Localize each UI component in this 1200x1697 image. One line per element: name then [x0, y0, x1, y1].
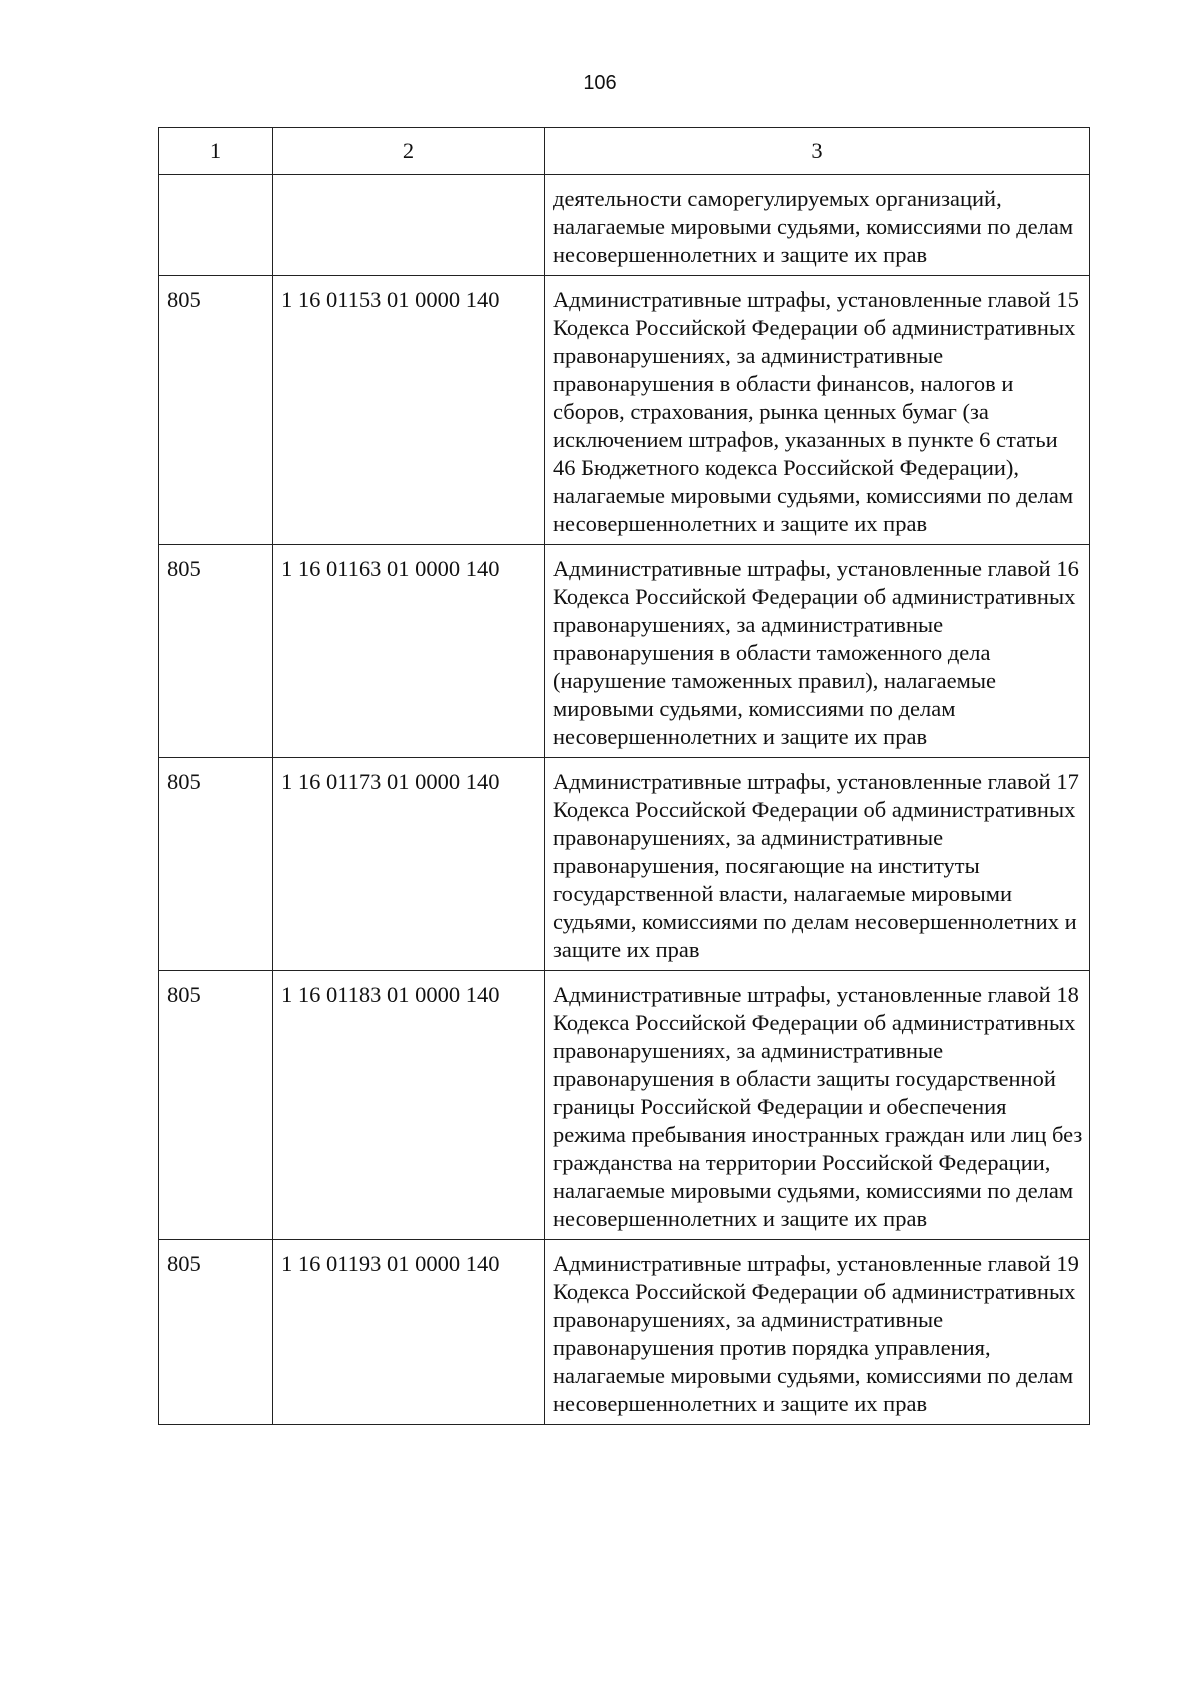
table-row	[159, 758, 1090, 971]
table-row	[159, 971, 1090, 1240]
description-cell: Административные штрафы, установленные главой 15 Кодекса Российской Федерации об административных правонарушениях, за административные правонарушения в области финансов, налогов и сборов, страхования, рынка ценных бумаг (за исключением штрафов, указанных в пункте 6 статьи 46 Бюджетного кодекса Российской Федерации), налагаемые мировыми судьями, комиссиями по делам несовершеннолетних и защите их прав	[545, 276, 1090, 545]
description-cell: Административные штрафы, установленные главой 19 Кодекса Российской Федерации об административных правонарушениях, за административные правонарушения против порядка управления, налагаемые мировыми судьями, комиссиями по делам несовершеннолетних и защите их прав	[545, 1240, 1090, 1425]
budget-code-cell: 1 16 01153 01 0000 140	[273, 276, 545, 545]
admin-code-cell	[159, 175, 273, 276]
column-header-2: 2	[273, 128, 545, 175]
budget-code-cell: 1 16 01183 01 0000 140	[273, 971, 545, 1240]
description-cell: Административные штрафы, установленные главой 17 Кодекса Российской Федерации об административных правонарушениях, за административные правонарушения, посягающие на институты государственной власти, налагаемые мировыми судьями, комиссиями по делам несовершеннолетних и защите их прав	[545, 758, 1090, 971]
budget-code-cell	[273, 175, 545, 276]
page-number: 106	[583, 72, 617, 94]
budget-code-cell: 1 16 01193 01 0000 140	[273, 1240, 545, 1425]
table-row	[159, 175, 1090, 276]
table-row	[159, 545, 1090, 758]
admin-code-cell: 805	[159, 971, 273, 1240]
budget-code-cell: 1 16 01163 01 0000 140	[273, 545, 545, 758]
column-header-3: 3	[545, 128, 1090, 175]
table-row	[159, 276, 1090, 545]
table-row	[159, 1240, 1090, 1425]
admin-code-cell: 805	[159, 545, 273, 758]
admin-code-cell: 805	[159, 1240, 273, 1425]
column-header-1: 1	[159, 128, 273, 175]
budget-codes-table	[158, 127, 1090, 1425]
budget-code-cell: 1 16 01173 01 0000 140	[273, 758, 545, 971]
description-cell: деятельности саморегулируемых организаций, налагаемые мировыми судьями, комиссиями по делам несовершеннолетних и защите их прав	[545, 175, 1090, 276]
admin-code-cell: 805	[159, 758, 273, 971]
table-header-row	[159, 128, 1090, 175]
description-cell: Административные штрафы, установленные главой 18 Кодекса Российской Федерации об административных правонарушениях, за административные правонарушения в области защиты государственной границы Российской Федерации и обеспечения режима пребывания иностранных граждан или лиц без гражданства на территории Российской Федерации, налагаемые мировыми судьями, комиссиями по делам несовершеннолетних и защите их прав	[545, 971, 1090, 1240]
admin-code-cell: 805	[159, 276, 273, 545]
description-cell: Административные штрафы, установленные главой 16 Кодекса Российской Федерации об административных правонарушениях, за административные правонарушения в области таможенного дела (нарушение таможенных правил), налагаемые мировыми судьями, комиссиями по делам несовершеннолетних и защите их прав	[545, 545, 1090, 758]
